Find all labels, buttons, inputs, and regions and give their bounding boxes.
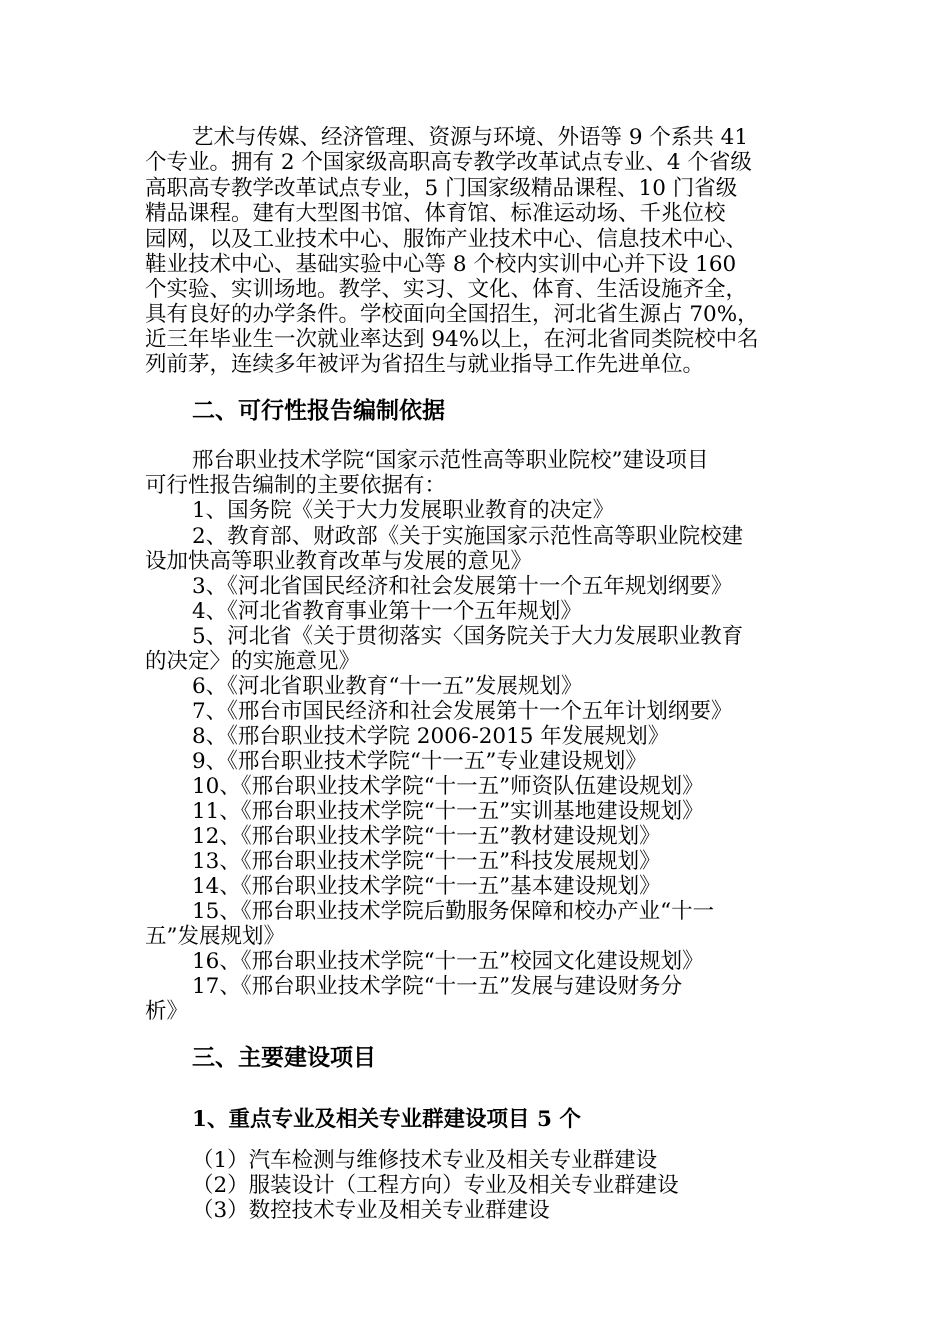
basis-item-2-cont: 设加快高等职业教育改革与发展的意见》: [145, 549, 533, 574]
basis-item-17-cont: 析》: [145, 999, 189, 1024]
intro-line-4: 精品课程。建有大型图书馆、体育馆、标准运动场、千兆位校: [145, 201, 726, 226]
project-item-1: （1）汽车检测与维修技术专业及相关专业群建设: [192, 1148, 658, 1173]
intro-line-5: 园网，以及工业技术中心、服饰产业技术中心、信息技术中心、: [145, 227, 748, 252]
basis-item-11: 11、《邢台职业技术学院“十一五”实训基地建设规划》: [192, 799, 704, 824]
basis-item-7: 7、《邢台市国民经济和社会发展第十一个五年计划纲要》: [192, 699, 733, 724]
basis-item-15: 15、《邢台职业技术学院后勤服务保障和校办产业“十一: [192, 899, 715, 924]
intro-line-8: 具有良好的办学条件。学校面向全国招生，河北省生源占 70%，: [145, 302, 759, 327]
basis-intro-line-1: 邢台职业技术学院“国家示范性高等职业院校”建设项目: [192, 448, 709, 473]
intro-line-3: 高职高专教学改革试点专业，5 门国家级精品课程、10 门省级: [145, 176, 738, 201]
section-heading-projects: 三、主要建设项目: [192, 1044, 376, 1071]
subheading-key-majors: 1、重点专业及相关专业群建设项目 5 个: [192, 1107, 581, 1132]
basis-item-8: 8、《邢台职业技术学院 2006-2015 年发展规划》: [192, 724, 670, 749]
basis-item-2: 2、教育部、财政部《关于实施国家示范性高等职业院校建: [192, 524, 744, 549]
intro-line-2: 个专业。拥有 2 个国家级高职高专教学改革试点专业、4 个省级: [145, 150, 752, 175]
intro-line-6: 鞋业技术中心、基础实验中心等 8 个校内实训中心并下设 160: [145, 252, 737, 277]
basis-item-10: 10、《邢台职业技术学院“十一五”师资队伍建设规划》: [192, 774, 704, 799]
basis-item-16: 16、《邢台职业技术学院“十一五”校园文化建设规划》: [192, 949, 704, 974]
project-item-2: （2）服装设计（工程方向）专业及相关专业群建设: [192, 1173, 679, 1198]
intro-line-10: 列前茅，连续多年被评为省招生与就业指导工作先进单位。: [145, 352, 705, 377]
basis-item-3: 3、《河北省国民经济和社会发展第十一个五年规划纲要》: [192, 574, 733, 599]
basis-item-5-cont: 的决定〉的实施意见》: [145, 649, 361, 674]
basis-item-4: 4、《河北省教育事业第十一个五年规划》: [192, 599, 582, 624]
basis-item-6: 6、《河北省职业教育“十一五”发展规划》: [192, 674, 583, 699]
intro-line-1: 艺术与传媒、经济管理、资源与环境、外语等 9 个系共 41: [192, 125, 749, 150]
section-heading-basis: 二、可行性报告编制依据: [192, 397, 445, 424]
basis-item-13: 13、《邢台职业技术学院“十一五”科技发展规划》: [192, 849, 661, 874]
basis-intro-line-2: 可行性报告编制的主要依据有：: [145, 473, 447, 498]
intro-line-9: 近三年毕业生一次就业率达到 94%以上，在河北省同类院校中名: [145, 327, 759, 352]
basis-item-15-cont: 五”发展规划》: [145, 924, 285, 949]
basis-item-17: 17、《邢台职业技术学院“十一五”发展与建设财务分: [192, 974, 683, 999]
basis-item-5: 5、河北省《关于贯彻落实〈国务院关于大力发展职业教育: [192, 624, 744, 649]
basis-item-1: 1、国务院《关于大力发展职业教育的决定》: [192, 498, 615, 523]
project-item-3: （3）数控技术专业及相关专业群建设: [192, 1198, 550, 1223]
basis-item-12: 12、《邢台职业技术学院“十一五”教材建设规划》: [192, 824, 661, 849]
basis-item-9: 9、《邢台职业技术学院“十一五”专业建设规划》: [192, 749, 647, 774]
intro-line-7: 个实验、实训场地。教学、实习、文化、体育、生活设施齐全，: [145, 277, 748, 302]
basis-item-14: 14、《邢台职业技术学院“十一五”基本建设规划》: [192, 874, 661, 899]
